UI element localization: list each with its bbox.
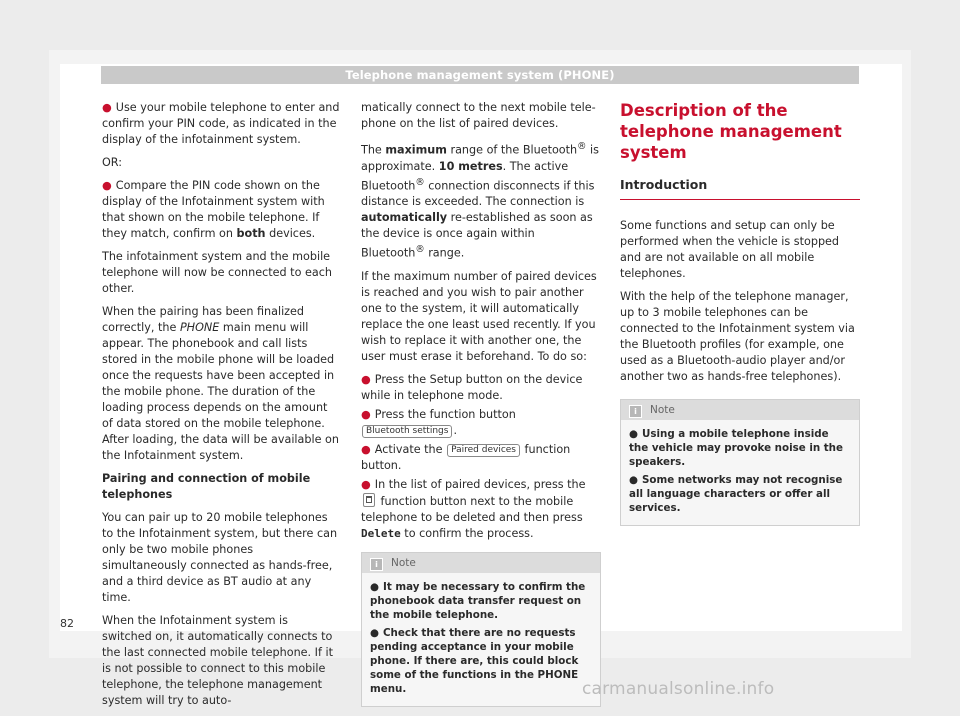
info-icon: i [629, 405, 642, 418]
column-2 [361, 100, 601, 707]
paragraph: ● Use your mobile telephone to enter and confirm your PIN code, as indicated in the display of the infotainment system. [102, 101, 340, 146]
note-item: ● It may be necessary to confirm the phonebook data transfer request on the mobile telephone. [370, 581, 586, 622]
info-icon: i [370, 558, 383, 571]
paragraph: The maximum range of the Bluetooth® is approximate. 10 metres. The active Bluetooth® connection disconnects if this distance is exceeded. The connection is automatically re-established as soon as the device is once again within Bluetooth® range. [361, 141, 599, 261]
bullet-icon: ● [361, 408, 371, 422]
step-item: ● Activate the Paired devices function button. [361, 443, 571, 473]
page-header: Telephone management system (PHONE) [101, 66, 859, 84]
or-label: OR: [102, 156, 123, 169]
paragraph: When the pairing has been finalized correctly, the PHONE main menu will appear. The phonebook and call lists stored in the mobile phone will be loaded once the requests have been accepted in the mobile phone. The duration of the loading process depends on the amount of data stored on the mobile telephone. After loading, the data will be available on the Infotainment system. [102, 305, 339, 462]
bullet-icon: ● [361, 478, 371, 492]
bullet-icon: ● [102, 101, 112, 114]
paired-devices-button: Paired devices [447, 444, 520, 457]
section-subtitle: Introduction [620, 177, 860, 200]
bullet-icon: ● [102, 179, 112, 192]
note-item: ● Check that there are no requests pending acceptance in your mobile phone. If there are, this could block some of the functions in the PHONE menu. [370, 627, 579, 696]
bullet-icon: ● [361, 373, 371, 387]
step-item: ● Press the Setup button on the device while in telephone mode. [361, 373, 583, 403]
page-number: 82 [60, 617, 74, 630]
paragraph: The infotainment system and the mobile telephone will now be connected to each other. [102, 250, 332, 295]
paragraph: matically connect to the next mobile telephone on the list of paired devices. [361, 101, 596, 130]
note-header: i Note [362, 553, 600, 573]
paragraph: Some functions and setup can only be performed when the vehicle is stopped and are not available on all mobile telephones. [620, 219, 840, 280]
step-item: ● In the list of paired devices, press the function button next to the mobile telephone to be deleted and then press Delete to confirm the process. [361, 478, 586, 541]
note-item: ● Some networks may not recognise all language characters or offer all services. [629, 474, 843, 514]
bullet-icon: ● [629, 428, 638, 440]
paragraph: You can pair up to 20 mobile telephones to the Infotainment system, but there can only be two mobile phones simultaneously connected as hands-free, and a third device as BT audio at any time. [102, 511, 338, 604]
bluetooth-settings-button: Bluetooth settings [362, 425, 452, 438]
paragraph: ● Compare the PIN code shown on the display of the Infotainment system with that shown on the mobile telephone. If they match, confirm on both devices. [102, 179, 325, 240]
paragraph: With the help of the telephone manager, up to 3 mobile telephones can be connected to the Infotainment system via the Bluetooth profiles (for example, one used as a Bluetooth-audio player and/or another two as hands-free telephones). [620, 290, 855, 383]
bullet-icon: ● [629, 474, 638, 486]
note-box [620, 399, 860, 526]
paragraph: When the Infotainment system is switched on, it automatically connects to the last connected mobile telephone. If it is not possible to connect to this mobile telephone, the telephone management system will try to auto- [102, 614, 333, 707]
bullet-icon: ● [370, 581, 379, 594]
bullet-icon: ● [370, 627, 379, 640]
note-box [361, 552, 601, 707]
bullet-icon: ● [361, 443, 371, 457]
note-header: i Note [621, 400, 859, 420]
section-subheading: Pairing and connection of mobile telephones [102, 472, 311, 501]
column-1 [102, 100, 340, 716]
note-item: ● Using a mobile telephone inside the vehicle may provoke noise in the speakers. [629, 428, 843, 468]
step-item: ● Press the function button Bluetooth settings . [361, 408, 516, 438]
column-3 [620, 100, 860, 526]
watermark: carmanualsonline.info [582, 679, 775, 699]
paragraph: If the maximum number of paired devices is reached and you wish to pair another one to the system, it will automatically replace the one least used recently. If you wish to replace it with another one, the user must erase it beforehand. To do so: [361, 270, 597, 364]
section-title: Description of the telephone management system [620, 101, 842, 162]
trash-icon [363, 493, 375, 507]
